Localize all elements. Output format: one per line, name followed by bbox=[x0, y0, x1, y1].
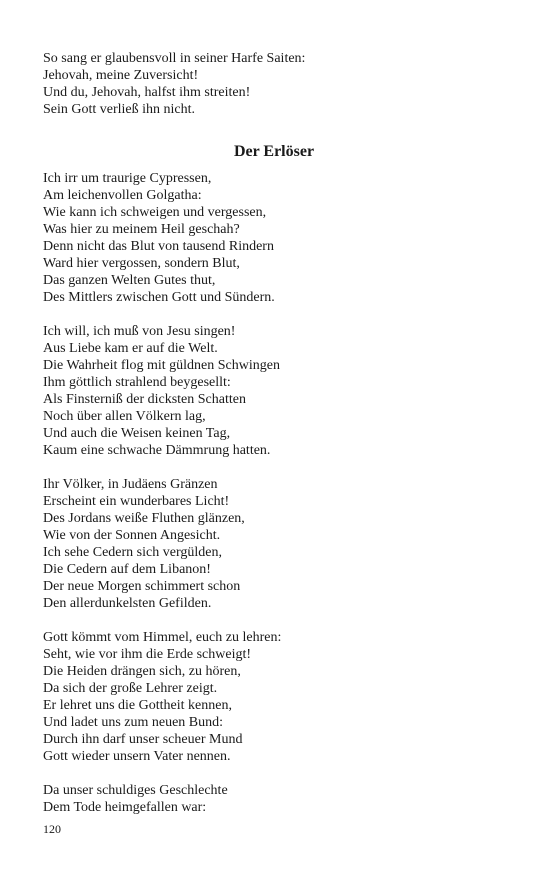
verse-line: Da unser schuldiges Geschlechte bbox=[43, 783, 228, 798]
verse-line: Die Wahrheit flog mit güldnen Schwingen bbox=[43, 358, 280, 373]
verse-line: Ihr Völker, in Judäens Gränzen bbox=[43, 477, 218, 492]
verse-line: Gott kömmt vom Himmel, euch zu lehren: bbox=[43, 630, 282, 645]
verse-line: Was hier zu meinem Heil geschah? bbox=[43, 222, 240, 237]
verse-line: Gott wieder unsern Vater nennen. bbox=[43, 749, 231, 764]
intro-stanza bbox=[43, 50, 503, 118]
page-text-block bbox=[43, 50, 503, 816]
verse-line: Jehovah, meine Zuversicht! bbox=[43, 68, 199, 83]
verse-line: Als Finsterniß der dicksten Schatten bbox=[43, 392, 246, 407]
verse-line: Des Jordans weiße Fluthen glänzen, bbox=[43, 511, 245, 526]
verse-line: Der neue Morgen schimmert schon bbox=[43, 579, 241, 594]
verse-line: Ihm göttlich strahlend beygesellt: bbox=[43, 375, 231, 390]
verse-line: Ich sehe Cedern sich vergülden, bbox=[43, 545, 222, 560]
verse-line: Und ladet uns zum neuen Bund: bbox=[43, 715, 224, 730]
poem-stanza-1 bbox=[43, 170, 503, 306]
verse-line: Seht, wie vor ihm die Erde schweigt! bbox=[43, 647, 252, 662]
verse-line: Er lehret uns die Gottheit kennen, bbox=[43, 698, 232, 713]
verse-line: Dem Tode heimgefallen war: bbox=[43, 800, 207, 815]
verse-line: Und auch die Weisen keinen Tag, bbox=[43, 426, 231, 441]
poem-stanza-2 bbox=[43, 323, 503, 459]
verse-line: Durch ihn darf unser scheuer Mund bbox=[43, 732, 243, 747]
verse-line: Wie kann ich schweigen und vergessen, bbox=[43, 205, 267, 220]
verse-line: Erscheint ein wunderbares Licht! bbox=[43, 494, 230, 509]
verse-line: Wie von der Sonnen Angesicht. bbox=[43, 528, 221, 543]
verse-line: Denn nicht das Blut von tausend Rindern bbox=[43, 239, 274, 254]
verse-line: Ward hier vergossen, sondern Blut, bbox=[43, 256, 240, 271]
verse-line: Da sich der große Lehrer zeigt. bbox=[43, 681, 218, 696]
verse-line: Noch über allen Völkern lag, bbox=[43, 409, 206, 424]
page-number: 120 bbox=[43, 822, 61, 836]
verse-line: Des Mittlers zwischen Gott und Sündern. bbox=[43, 290, 275, 305]
verse-line: Den allerdunkelsten Gefilden. bbox=[43, 596, 212, 611]
verse-line: Das ganzen Welten Gutes thut, bbox=[43, 273, 216, 288]
verse-line: Ich irr um traurige Cypressen, bbox=[43, 171, 212, 186]
verse-line: Sein Gott verließ ihn nicht. bbox=[43, 102, 196, 117]
poem-stanza-4 bbox=[43, 629, 503, 765]
verse-line: Ich will, ich muß von Jesu singen! bbox=[43, 324, 236, 339]
poem-title: Der Erlöser bbox=[233, 143, 315, 160]
poem-stanza-3 bbox=[43, 476, 503, 612]
verse-line: Kaum eine schwache Dämmrung hatten. bbox=[43, 443, 271, 458]
verse-line: Am leichenvollen Golgatha: bbox=[43, 188, 202, 203]
verse-line: So sang er glaubensvoll in seiner Harfe Saiten: bbox=[43, 51, 306, 66]
verse-line: Die Heiden drängen sich, zu hören, bbox=[43, 664, 241, 679]
verse-line: Aus Liebe kam er auf die Welt. bbox=[43, 341, 218, 356]
poem-stanza-5 bbox=[43, 782, 503, 816]
verse-line: Die Cedern auf dem Libanon! bbox=[43, 562, 211, 577]
verse-line: Und du, Jehovah, halfst ihm streiten! bbox=[43, 85, 251, 100]
